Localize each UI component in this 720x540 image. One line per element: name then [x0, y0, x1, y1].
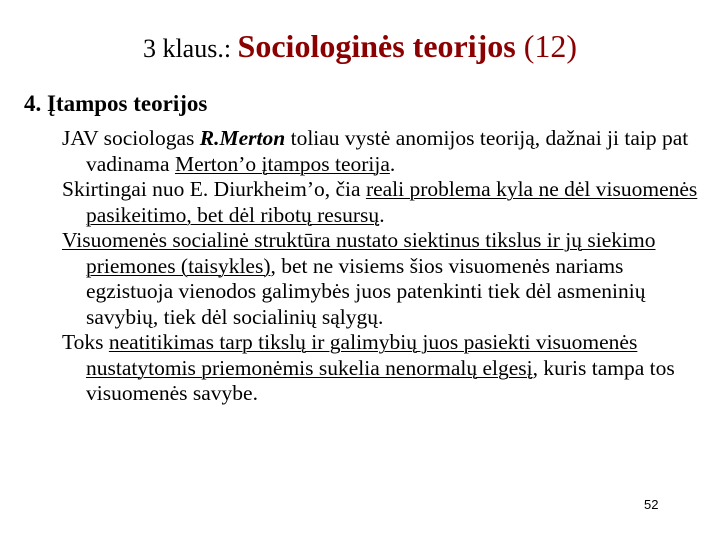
slide-title: [0, 30, 720, 62]
section-heading: 4. Įtampos teorijos: [24, 91, 208, 116]
author-name: R.Merton: [199, 126, 286, 150]
underlined-statement: reali problema kyla ne dėl visuomenės pasikeitimo, bet dėl ribotų resursų: [86, 177, 698, 227]
underlined-statement: neatitikimas tarp tikslų ir galimybių juos pasiekti visuomenės nustatytomis priemonėmis sukelia nenormalų elgesį: [86, 330, 638, 380]
title-suffix: (12): [515, 28, 578, 64]
paragraph-text: , bet ne visiems šios visuomenės nariams egzistuoja vienodos galimybės juos patenkinti tiek dėl asmeninių savybių, tiek dėl socialinių sąlygų.: [86, 253, 646, 329]
page-number: 52: [644, 497, 659, 512]
title-main: Sociologinės teorijos: [237, 28, 516, 64]
paragraph-text: toliau vystė anomijos teoriją, dažnai ji taip pat vadinama: [86, 126, 689, 176]
paragraph-text: , kuris tampa tos visuomenės savybe.: [86, 355, 675, 405]
paragraph-durkheim: [62, 177, 702, 228]
title-prefix: 3 klaus.:: [142, 34, 238, 63]
underlined-statement: Visuomenės socialinė struktūra nustato siektinus tikslus ir jų siekimo priemones (taisykles): [62, 228, 656, 278]
underlined-term: Merton’o įtampos teorija: [174, 151, 390, 176]
paragraph-text: .: [379, 202, 385, 227]
paragraph-text: Toks: [62, 330, 109, 354]
paragraph-text: .: [389, 151, 396, 176]
paragraph-mismatch: [62, 330, 702, 407]
paragraph-merton: [62, 126, 702, 177]
paragraph-social-structure: [62, 228, 702, 330]
paragraph-text: JAV sociologas: [62, 126, 200, 150]
paragraph-text: Skirtingai nuo E. Diurkheim’o, čia: [62, 177, 366, 201]
paragraph-list: [62, 126, 702, 407]
